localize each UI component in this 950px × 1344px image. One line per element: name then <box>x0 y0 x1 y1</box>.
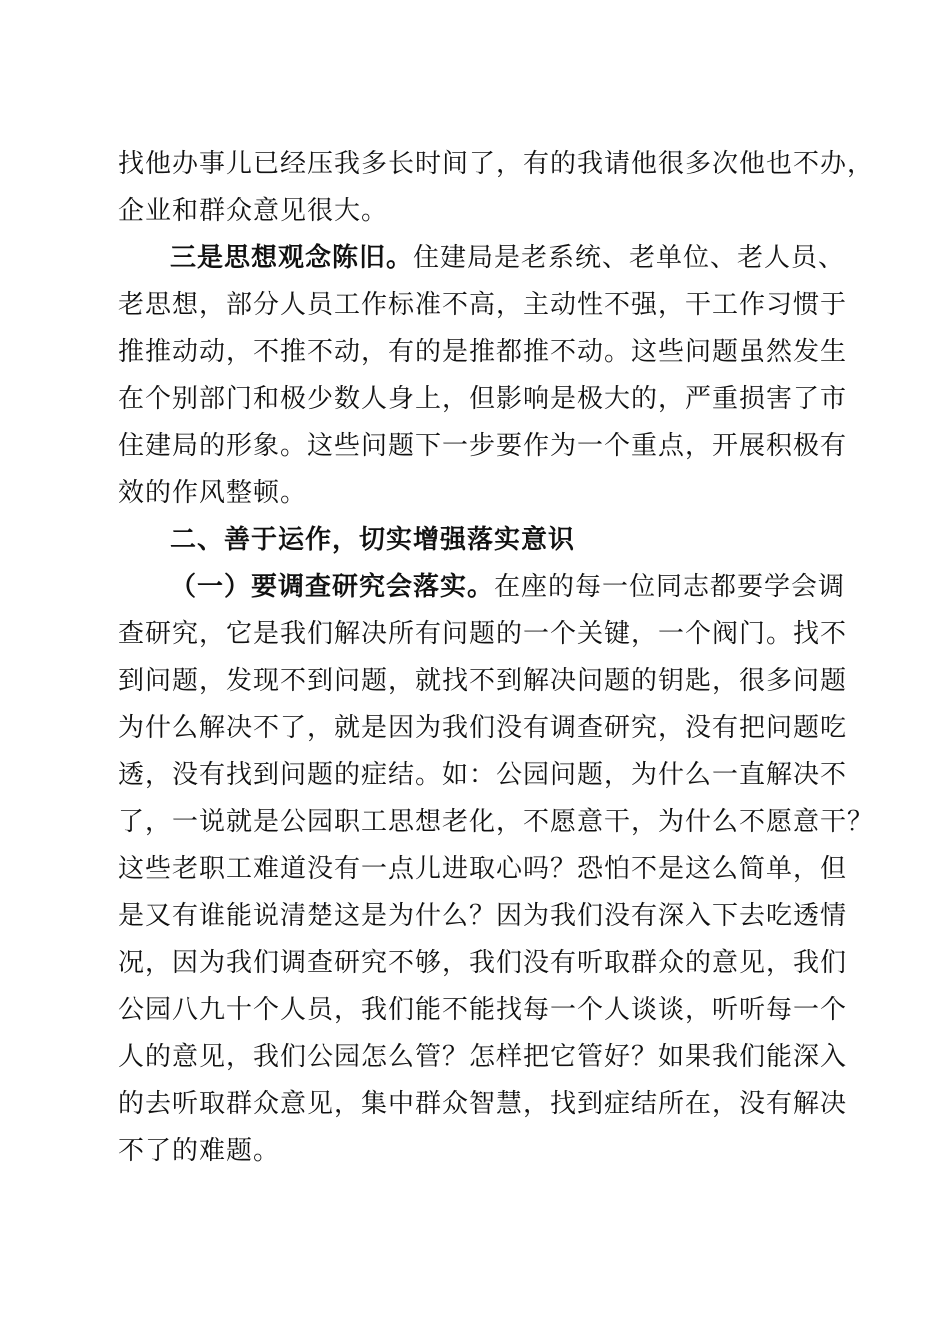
text-line <box>118 282 848 328</box>
line-text: 公园八九十个人员，我们能不能找每一个人谈谈，听听每一个 <box>118 995 848 1025</box>
line-text: 人的意见，我们公园怎么管？怎样把它管好？如果我们能深入 <box>118 1042 848 1072</box>
line-text: 到问题，发现不到问题，就找不到解决问题的钥匙，很多问题 <box>118 666 848 696</box>
text-line <box>118 846 848 892</box>
text-line <box>118 141 875 187</box>
heading-text: 二、善于运作，切实增强落实意识 <box>170 525 576 555</box>
line-text: 不了的难题。 <box>118 1136 281 1166</box>
text-line <box>118 470 838 516</box>
line-text: 效的作风整顿。 <box>118 478 308 508</box>
text-line <box>118 893 848 939</box>
text-line <box>118 329 848 375</box>
line-text: 在个别部门和极少数人身上，但影响是极大的，严重损害了市 <box>118 384 848 414</box>
text-line <box>118 1081 848 1127</box>
text-line <box>118 423 848 469</box>
paragraph-lead: 三是思想观念陈旧。 <box>170 243 414 273</box>
line-text: 住建局的形象。这些问题下一步要作为一个重点，开展积极有 <box>118 431 848 461</box>
line-text: 在座的每一位同志都要学会调 <box>494 572 846 602</box>
text-line <box>118 611 848 657</box>
text-line <box>118 940 848 986</box>
line-text: 是又有谁能说清楚这是为什么？因为我们没有深入下去吃透情 <box>118 901 848 931</box>
section-heading <box>170 517 838 563</box>
line-text: 推推动动，不推不动，有的是推都推不动。这些问题虽然发生 <box>118 337 848 367</box>
text-line <box>118 1128 838 1174</box>
line-text: 况，因为我们调查研究不够，我们没有听取群众的意见，我们 <box>118 948 848 978</box>
text-line <box>118 376 848 422</box>
text-line <box>118 705 848 751</box>
paragraph-lead: （一）要调查研究会落实。 <box>170 572 495 602</box>
text-line <box>118 752 848 798</box>
line-text: 企业和群众意见很大。 <box>118 196 389 226</box>
text-line <box>118 188 838 234</box>
line-text: 的去听取群众意见，集中群众智慧，找到症结所在，没有解决 <box>118 1089 848 1119</box>
paragraph-start-line <box>170 564 846 610</box>
line-text: 老思想，部分人员工作标准不高，主动性不强，干工作习惯于 <box>118 290 848 320</box>
text-line <box>118 987 848 1033</box>
line-text: 这些老职工难道没有一点儿进取心吗？恐怕不是这么简单，但 <box>118 854 848 884</box>
text-line <box>118 658 848 704</box>
paragraph-start-line <box>170 235 846 281</box>
line-text: 住建局是老系统、老单位、老人员、 <box>413 243 846 273</box>
line-text: 找他办事儿已经压我多长时间了，有的我请他很多次他也不办， <box>118 149 875 179</box>
line-text: 查研究，它是我们解决所有问题的一个关键，一个阀门。找不 <box>118 619 848 649</box>
text-line <box>118 1034 848 1080</box>
line-text: 了，一说就是公园职工思想老化，不愿意干，为什么不愿意干？ <box>118 807 875 837</box>
text-line <box>118 799 875 845</box>
line-text: 为什么解决不了，就是因为我们没有调查研究，没有把问题吃 <box>118 713 848 743</box>
line-text: 透，没有找到问题的症结。如：公园问题，为什么一直解决不 <box>118 760 848 790</box>
